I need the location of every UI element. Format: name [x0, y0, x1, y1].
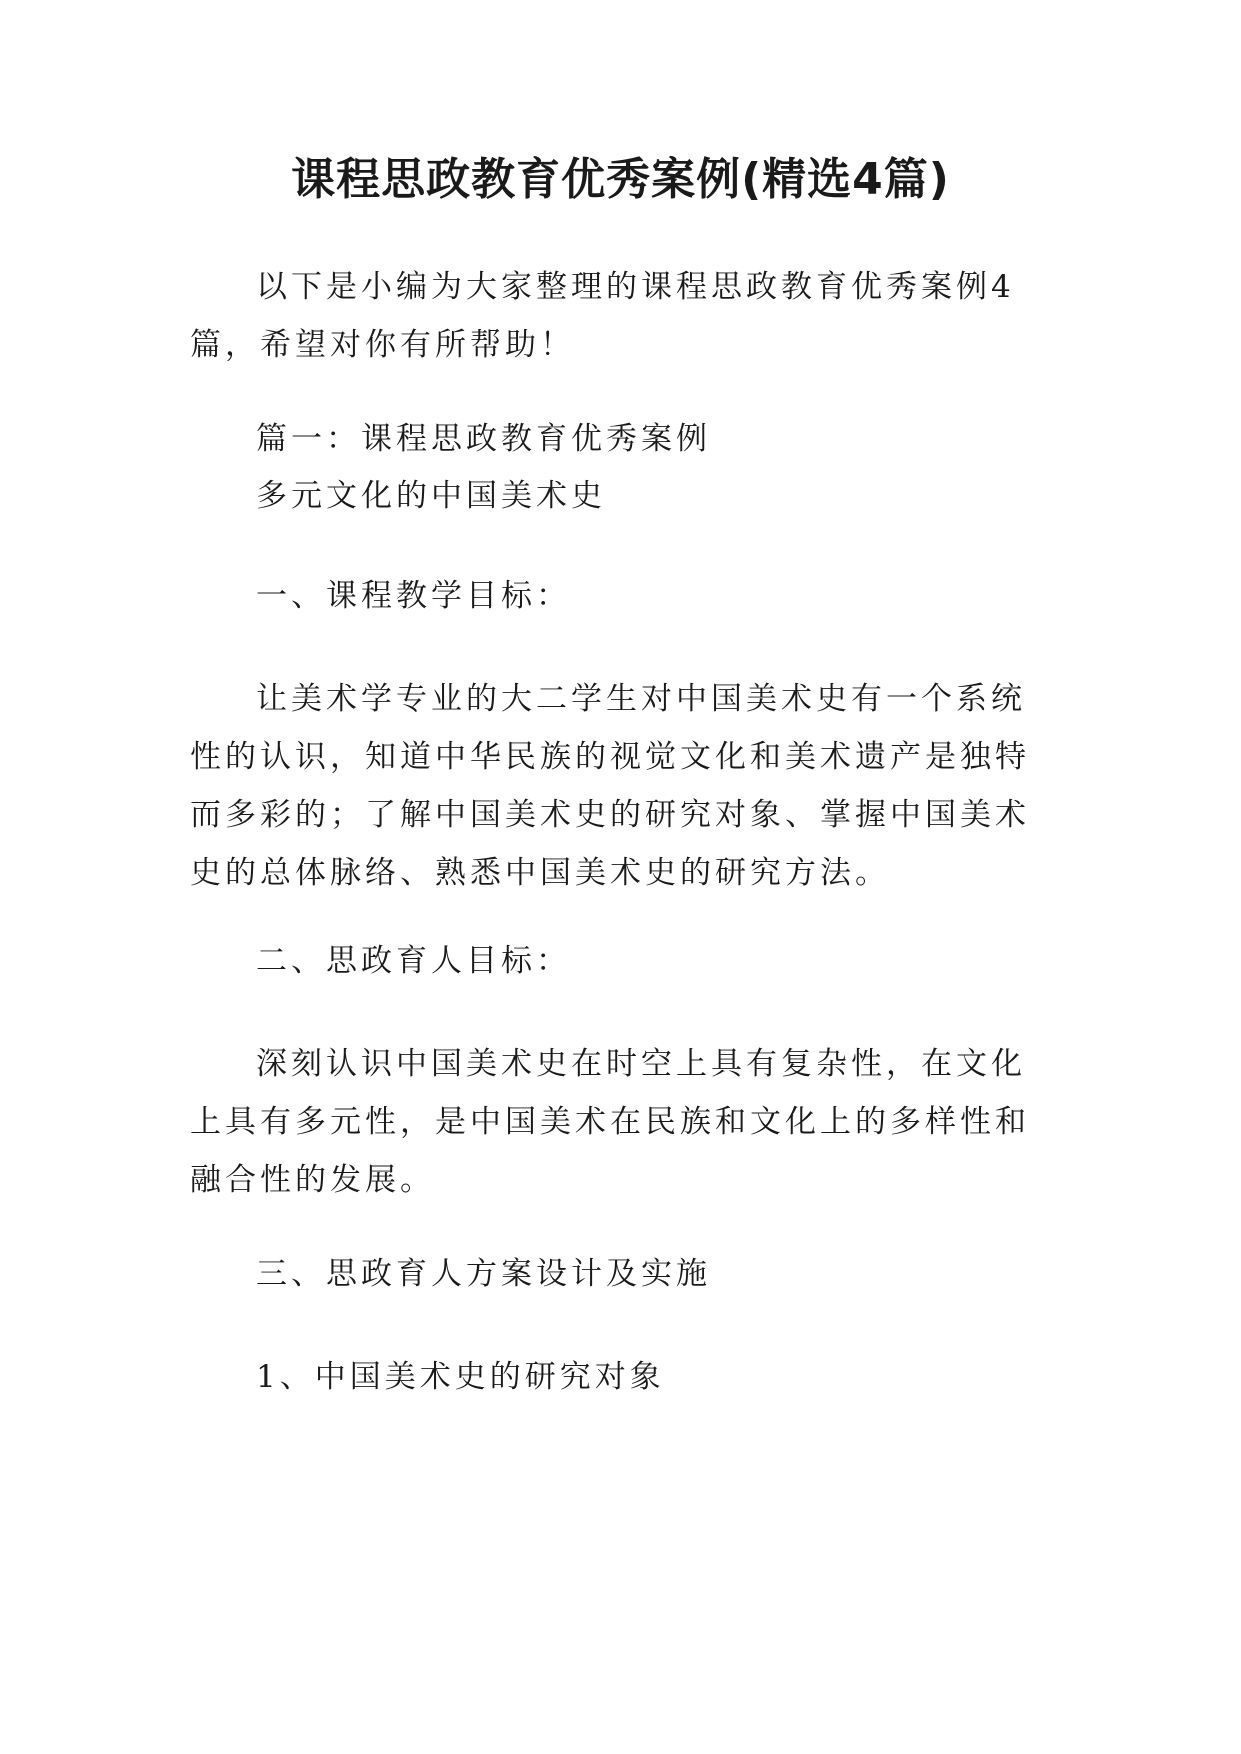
document-title: 课程思政教育优秀案例(精选4篇): [291, 154, 950, 205]
heading-education-goals: 二、思政育人目标：: [256, 943, 571, 979]
heading-research-object: 1、中国美术史的研究对象: [256, 1359, 665, 1395]
heading-plan-design: 三、思政育人方案设计及实施: [256, 1256, 711, 1292]
section-heading: 篇一：课程思政教育优秀案例: [256, 421, 711, 457]
section-subtitle: 多元文化的中国美术史: [256, 478, 606, 514]
heading-teaching-goals: 一、课程教学目标：: [256, 578, 571, 614]
intro-paragraph: 以下是小编为大家整理的课程思政教育优秀案例4篇，希望对你有所帮助！: [190, 269, 1015, 363]
paragraph-education-goals: 深刻认识中国美术史在时空上具有复杂性，在文化上具有多元性，是中国美术在民族和文化上的多样性和融合性的发展。: [190, 1046, 1030, 1198]
paragraph-teaching-goals: 让美术学专业的大二学生对中国美术史有一个系统性的认识，知道中华民族的视觉文化和美术遗产是独特而多彩的；了解中国美术史的研究对象、掌握中国美术史的总体脉络、熟悉中国美术史的研究方法。: [190, 681, 1030, 891]
